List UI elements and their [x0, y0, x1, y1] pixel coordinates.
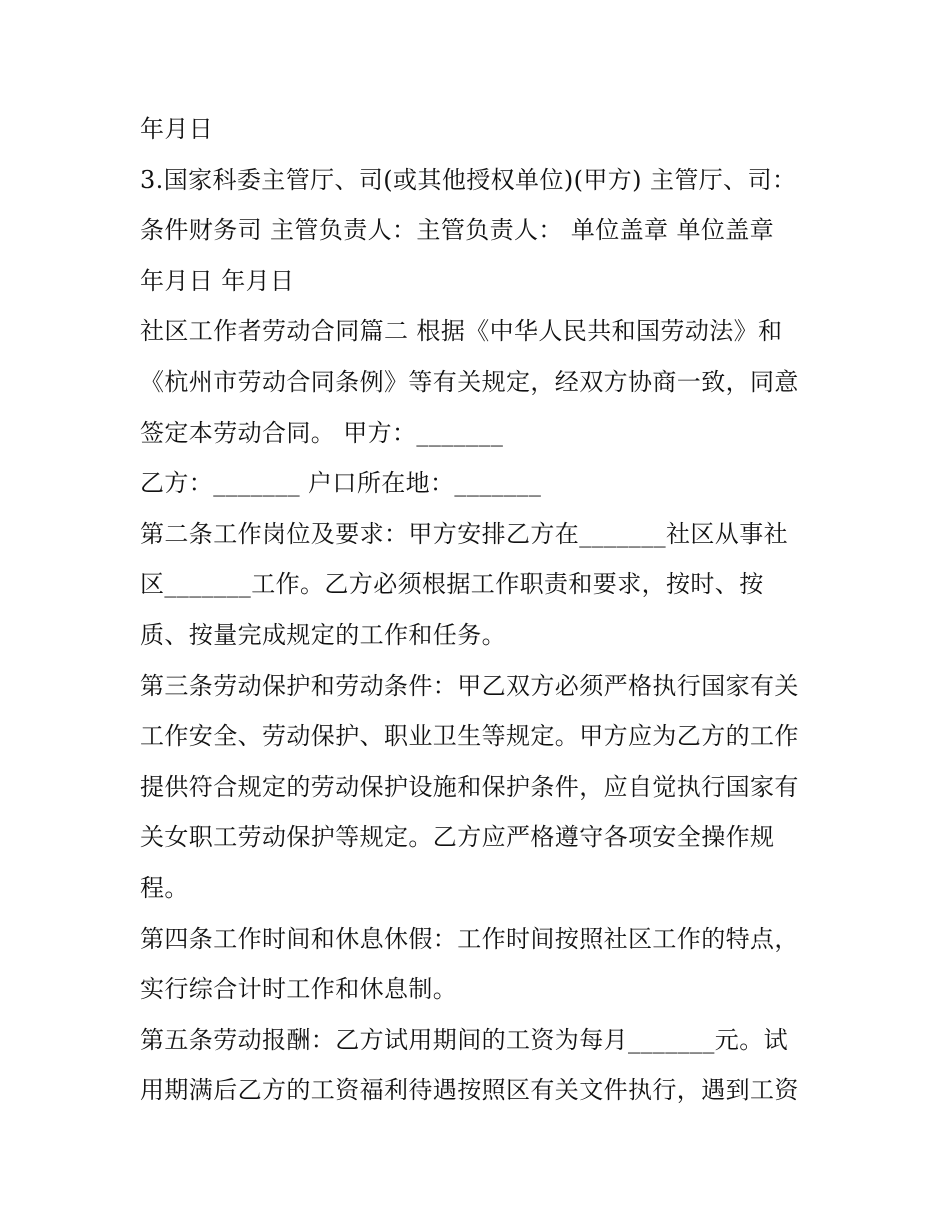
text-line: 3.国家科委主管厅、司(或其他授权单位)(甲方) 主管厅、司： [140, 165, 797, 194]
text-line: 第二条工作岗位及要求：甲方安排乙方在_______社区从事社 [140, 519, 788, 548]
text-line: 《杭州市劳动合同条例》等有关规定，经双方协商一致，同意 [140, 367, 799, 396]
text-line: 第五条劳动报酬：乙方试用期间的工资为每月_______元。试 [140, 1025, 788, 1054]
text-line: 年月日 [140, 115, 214, 143]
text-line: 实行综合计时工作和休息制。 [140, 975, 458, 1004]
text-line: 年月日 年月日 [140, 266, 295, 295]
text-line: 程。 [140, 873, 189, 902]
text-line: 区_______工作。乙方必须根据工作职责和要求，按时、按 [140, 570, 764, 599]
text-line: 提供符合规定的劳动保护设施和保护条件，应自觉执行国家有 [140, 772, 799, 801]
text-line: 用期满后乙方的工资福利待遇按照区有关文件执行，遇到工资 [140, 1076, 799, 1105]
text-line: 第四条工作时间和休息休假：工作时间按照社区工作的特点， [140, 924, 799, 953]
text-line: 乙方：_______ 户口所在地：_______ [140, 469, 542, 498]
text-line: 第三条劳动保护和劳动条件：甲乙双方必须严格执行国家有关 [140, 671, 799, 700]
text-line: 关女职工劳动保护等规定。乙方应严格遵守各项安全操作规 [140, 823, 775, 852]
text-line: 条件财务司 主管负责人：主管负责人： 单位盖章 单位盖章 [140, 216, 775, 245]
text-line: 社区工作者劳动合同篇二 根据《中华人民共和国劳动法》和 [140, 317, 783, 346]
text-line: 工作安全、劳动保护、职业卫生等规定。甲方应为乙方的工作 [140, 722, 799, 751]
text-line: 签定本劳动合同。 甲方：_______ [140, 418, 504, 447]
text-line: 质、按量完成规定的工作和任务。 [140, 620, 506, 649]
document-body [140, 104, 820, 1116]
